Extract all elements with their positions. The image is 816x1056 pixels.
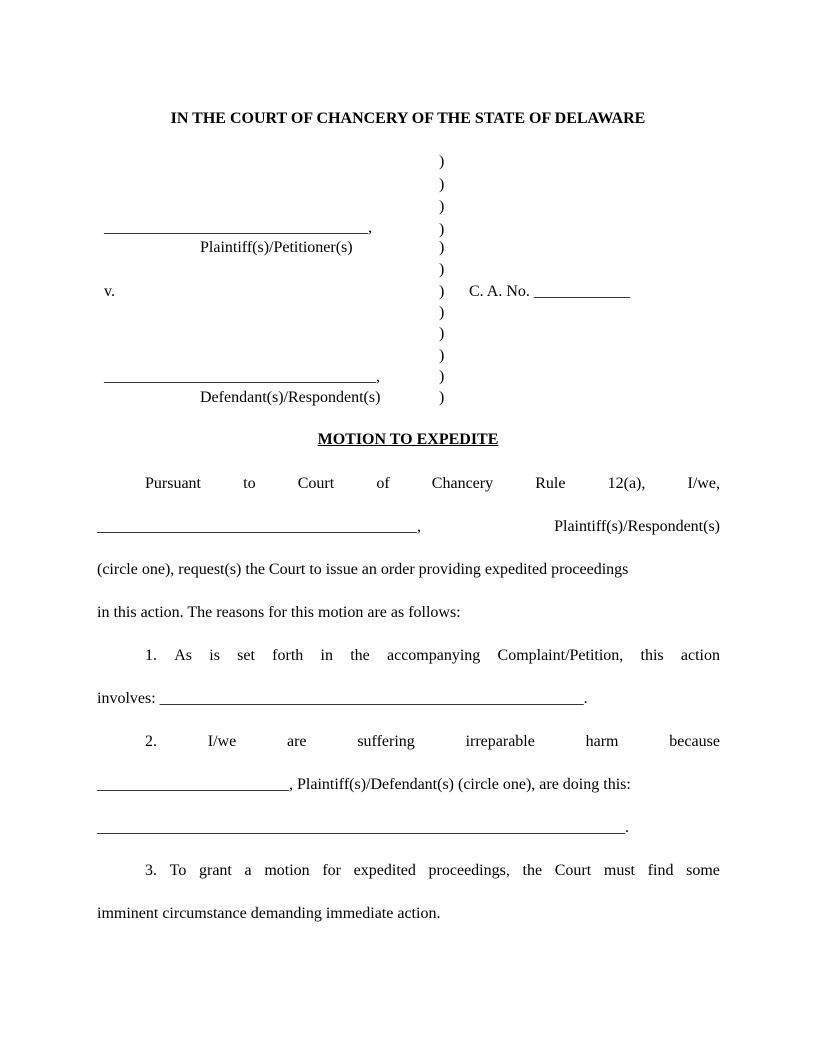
intro-line-4: in this action. The reasons for this motion are as follows:	[97, 604, 461, 621]
caption-paren: )	[439, 221, 445, 238]
item-2-word: 2.	[145, 733, 157, 750]
item-3-word: must	[603, 862, 635, 879]
item-3-word: proceedings,	[428, 862, 510, 879]
item-2-word: suffering	[357, 733, 415, 750]
caption-paren: )	[439, 368, 445, 385]
item-3-word: a	[244, 862, 252, 879]
defendant-label: Defendant(s)/Respondent(s)	[200, 389, 381, 406]
item-3-line-1	[145, 863, 720, 879]
versus-label: v.	[104, 283, 115, 300]
item-1-word: Complaint/Petition,	[497, 647, 624, 664]
intro-line-1	[145, 476, 720, 492]
item-1-word: 1.	[145, 647, 157, 664]
item-3-word: some	[686, 862, 720, 879]
item-3-word: Court	[554, 862, 592, 879]
movant-name-blank: ________________________________________,	[97, 518, 421, 535]
caption-paren: )	[439, 304, 445, 321]
caption-paren: )	[439, 176, 445, 193]
item-2-word: because	[669, 733, 720, 750]
item-3-word: grant	[199, 862, 232, 879]
caption-paren: )	[439, 389, 445, 406]
intro-word: to	[243, 475, 256, 492]
item-3-word: motion	[264, 862, 310, 879]
intro-word: of	[376, 475, 390, 492]
intro-word: Chancery	[431, 475, 494, 492]
caption-paren: )	[439, 239, 445, 256]
caption-paren: )	[439, 325, 445, 342]
intro-line-3: (circle one), request(s) the Court to issue an order providing expedited proceedings	[97, 561, 629, 578]
item-3-line-2: imminent circumstance demanding immediate action.	[97, 905, 441, 922]
item-3-word: To	[169, 862, 187, 879]
item-3-word: for	[322, 862, 341, 879]
defendant-blank-line: __________________________________,	[104, 368, 380, 385]
intro-word: Rule	[535, 475, 566, 492]
item-1-word: this	[640, 647, 664, 664]
item-1-line-2: involves: _____________________________________________________.	[97, 690, 588, 707]
item-3-word: the	[522, 862, 543, 879]
caption-paren: )	[439, 153, 445, 170]
party-role-options: Plaintiff(s)/Respondent(s)	[554, 518, 720, 535]
motion-title: MOTION TO EXPEDITE	[317, 431, 499, 448]
item-3-word: 3.	[145, 862, 157, 879]
item-3-word: expedited	[353, 862, 416, 879]
intro-word: I/we,	[687, 475, 720, 492]
item-2-word: I/we	[207, 733, 237, 750]
item-1-word: the	[350, 647, 370, 664]
caption-paren: )	[439, 261, 445, 278]
item-1-line-1	[145, 648, 720, 664]
item-1-word: forth	[272, 647, 304, 664]
caption-paren: )	[439, 198, 445, 215]
caption-paren: )	[439, 347, 445, 364]
case-number-field: C. A. No. ____________	[469, 283, 630, 300]
intro-word: 12(a),	[607, 475, 646, 492]
item-1-word: is	[209, 647, 220, 664]
item-2-line-2	[97, 777, 720, 793]
item-1-word: accompanying	[386, 647, 481, 664]
item-2-word: irreparable	[465, 733, 535, 750]
offender-role-text: , Plaintiff(s)/Defendant(s) (circle one), are doing this:	[289, 776, 631, 793]
item-1-word: As	[174, 647, 193, 664]
item-1-word: set	[237, 647, 255, 664]
court-title: IN THE COURT OF CHANCERY OF THE STATE OF DELAWARE	[170, 110, 646, 127]
plaintiff-blank-line: _________________________________,	[104, 219, 372, 236]
item-2-word: are	[287, 733, 307, 750]
caption-paren: )	[439, 283, 445, 300]
item-3-word: find	[647, 862, 674, 879]
item-2-line-3: __________________________________________________________________.	[97, 819, 629, 836]
item-2-line-1	[145, 734, 720, 750]
offender-name-blank: ________________________	[97, 776, 289, 793]
item-1-word: in	[320, 647, 333, 664]
item-2-word: harm	[585, 733, 619, 750]
intro-word: Court	[297, 475, 335, 492]
intro-word: Pursuant	[145, 475, 201, 492]
item-1-word: action	[680, 647, 720, 664]
intro-line-2	[97, 519, 720, 535]
plaintiff-label: Plaintiff(s)/Petitioner(s)	[200, 239, 353, 256]
